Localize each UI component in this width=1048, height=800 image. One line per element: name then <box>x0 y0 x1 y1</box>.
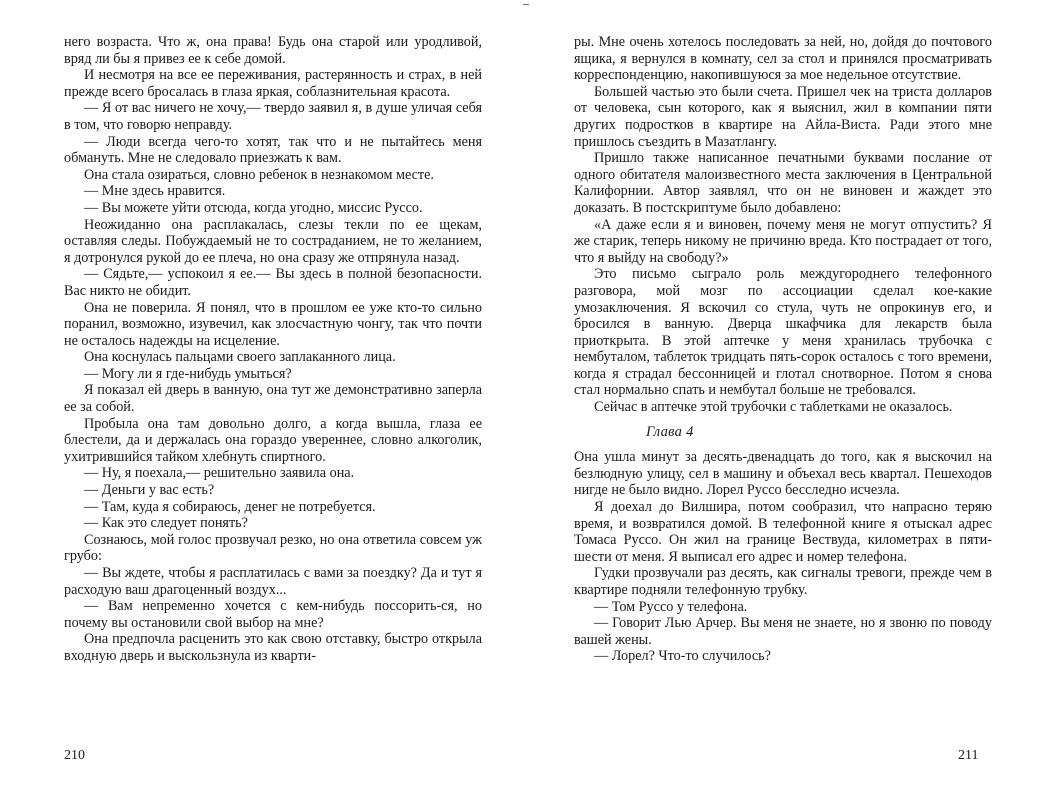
chapter-heading: Глава 4 <box>646 423 694 440</box>
paragraph: — Говорит Лью Арчер. Вы меня не знаете, но я звоню по поводу вашей жены. <box>574 615 992 648</box>
paragraph: — Как это следует понять? <box>84 515 248 532</box>
paragraph: — Люди всегда чего-то хотят, так что и не пытайтесь меня обмануть. Мне не следовало приезжать к вам. <box>64 133 482 167</box>
paragraph: Это письмо сыграло роль междугороднего телефонного разговора, мой мозг по ассоциации сделал кое-какие умозаключения. Я вскочил со стула, чуть не опрокинув его, и бросился в ванную. Дверца шкафчика для лекарств была приоткрыта. В этой аптечке у меня хранилась трубочка с нембуталом, таблеток тридцать пять-сорок осталось с того времени, когда я страдал бессонницей и глотал снотворное. Потом я снова стал нормально спать и нембутал больше не требовался. <box>574 266 992 399</box>
paragraph: Пробыла она там довольно долго, а когда вышла, глаза ее блестели, да и держалась она гораздо увереннее, словно алкоголик, ухитрившийся тайком хлебнуть спиртного. <box>64 415 482 465</box>
paragraph: Я доехал до Вилшира, потом сообразил, что напрасно теряю время, и возвратился домой. В телефонной книге я отыскал адрес Томаса Руссо. Он жил на границе Вествуда, километрах в пяти-шести от меня. Я выписал его адрес и номер телефона. <box>574 499 992 565</box>
paragraph: него возраста. Что ж, она права! Будь она старой или уродливой, вряд ли бы я привез ее к себе домой. <box>64 34 482 67</box>
paragraph: Она стала озираться, словно ребенок в незнакомом месте. <box>84 166 434 183</box>
paragraph: Неожиданно она расплакалась, слезы текли по ее щекам, оставляя следы. Побуждаемый не то состраданием, не то желанием, я дотронулся рукой до ее плеча, но она сразу же отпрянула назад. <box>64 216 482 266</box>
right-page-text <box>574 34 992 665</box>
paragraph: — Там, куда я собираюсь, денег не потребуется. <box>84 498 376 515</box>
paragraph: «А даже если я и виновен, почему меня не могут отпустить? Я же старик, теперь никому не причиню вреда. Кто пострадает от того, что я выйду на свободу?» <box>574 216 992 266</box>
page-number-right: 211 <box>958 748 979 763</box>
paragraph: Гудки прозвучали раз десять, как сигналы тревоги, прежде чем в квартире подняли телефонную трубку. <box>574 565 992 598</box>
paragraph: — Ну, я поехала,— решительно заявила она. <box>84 465 355 482</box>
paragraph: Она коснулась пальцами своего заплаканного лица. <box>84 349 396 366</box>
paragraph: — Мне здесь нравится. <box>84 183 226 200</box>
paragraph: Она предпочла расценить это как свою отставку, быстро открыла входную дверь и выскользнула из кварти- <box>64 631 482 664</box>
paragraph: Сознаюсь, мой голос прозвучал резко, но она ответила совсем уж грубо: <box>64 531 482 565</box>
paragraph: Я показал ей дверь в ванную, она тут же демонстративно заперла ее за собой. <box>64 382 482 416</box>
paragraph: — Том Руссо у телефона. <box>594 598 748 615</box>
left-page-text <box>64 34 482 665</box>
paragraph: Пришло также написанное печатными буквами послание от одного обитателя малоизвестного места заключения в Центральной Калифорнии. Автор заявлял, что он не виновен и жаждет это доказать. В постскриптуме было добавлено: <box>574 150 992 216</box>
paragraph: Она ушла минут за десять-двенадцать до того, как я выскочил на безлюдную улицу, сел в машину и объехал весь квартал. Пешеходов нигде не было видно. Лорел Руссо бесследно исчезла. <box>574 449 992 499</box>
paragraph: Сейчас в аптечке этой трубочки с таблетками не оказалось. <box>594 399 953 416</box>
page-number-left: 210 <box>64 748 85 763</box>
paragraph: И несмотря на все ее переживания, растерянность и страх, в ней прежде всего бросалась в глаза яркая, соблазнительная красота. <box>64 67 482 100</box>
paragraph: — Деньги у вас есть? <box>84 482 215 499</box>
gutter-mark <box>523 4 529 5</box>
paragraph: — Лорел? Что-то случилось? <box>594 648 771 665</box>
paragraph: — Я от вас ничего не хочу,— твердо заявил я, в душе уличая себя в том, что говорю неправду. <box>64 100 482 133</box>
paragraph: — Вы можете уйти отсюда, когда угодно, миссис Руссо. <box>84 199 423 216</box>
paragraph: Большей частью это были счета. Пришел чек на триста долларов от человека, сын которого, как я выяснил, жил в компании пяти других подростков в квартире на Айла-Виста. Ради этого мне пришлось съездить в Мазатлангу. <box>574 83 992 150</box>
paragraph: — Вы ждете, чтобы я расплатилась с вами за поездку? Да и тут я расходую ваш драгоценный воздух... <box>64 565 482 598</box>
paragraph: ры. Мне очень хотелось последовать за ней, но, дойдя до почтового ящика, я вернулся в комнату, сел за стол и принялся просматривать корреспонденцию, накопившуюся за мое недельное отсутствие. <box>574 34 992 84</box>
paragraph: — Могу ли я где-нибудь умыться? <box>84 365 292 382</box>
paragraph: Она не поверила. Я понял, что в прошлом ее уже кто-то сильно поранил, возможно, изувечил, как злосчастную чонгу, так что почти не осталось надежды на исцеление. <box>64 299 482 349</box>
paragraph: — Вам непременно хочется с кем-нибудь поссорить-ся, но почему вы остановили свой выбор на мне? <box>64 598 482 631</box>
paragraph: — Сядьте,— успокоил я ее.— Вы здесь в полной безопасности. Вас никто не обидит. <box>64 266 482 299</box>
